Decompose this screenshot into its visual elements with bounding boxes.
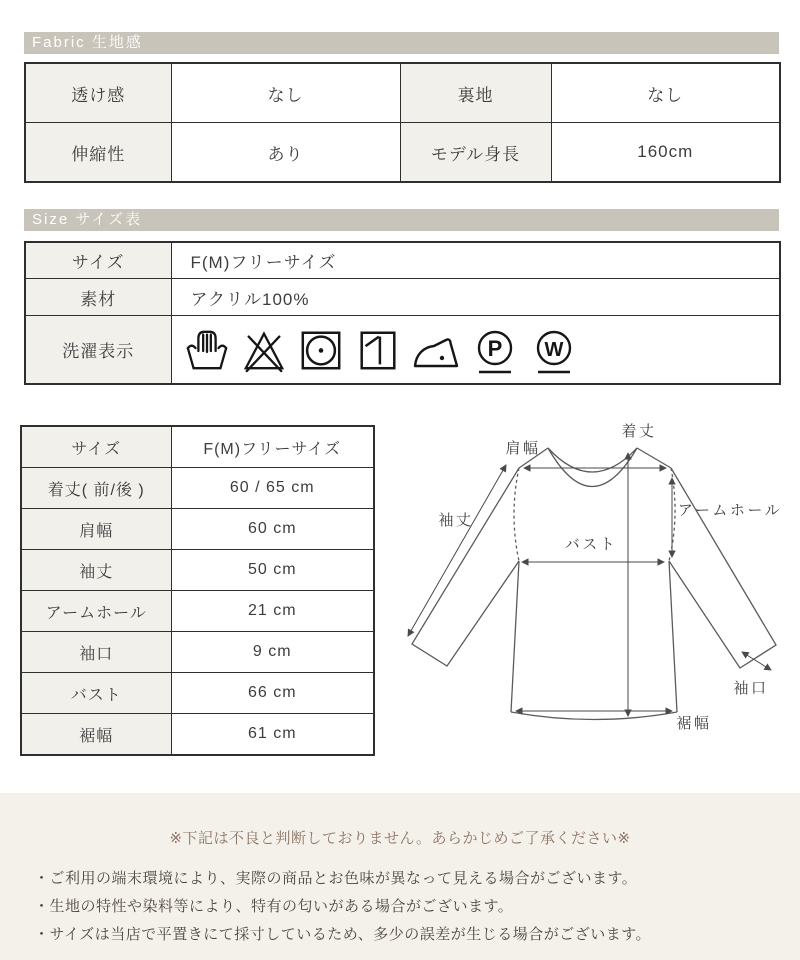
notes-title: ※下記は不良と判断しておりません。あらかじめご了承ください※	[169, 830, 631, 847]
measure-value: 50 cm	[171, 550, 374, 591]
garment-outline	[412, 448, 776, 720]
measure-label: 肩幅	[21, 509, 171, 550]
fabric-row-label: 伸縮性	[25, 123, 171, 183]
care-row-icons	[171, 316, 780, 385]
list-item: ・サイズは当店で平置きにて採寸しているため、多少の誤差が生じる場合がございます。	[34, 926, 652, 943]
table-row	[21, 591, 374, 632]
diagram-label-length: 着丈	[621, 423, 657, 440]
diagram-label-sleeve: 袖丈	[438, 512, 474, 529]
fabric-row-value: なし	[171, 63, 400, 123]
measure-value: 60 cm	[171, 509, 374, 550]
no-bleach-icon	[241, 325, 287, 375]
cuff-arrow	[742, 652, 771, 670]
size-info-value: アクリル100%	[171, 279, 780, 316]
size-info-table	[24, 241, 781, 385]
diagram-label-armhole: アームホール	[677, 502, 783, 519]
list-item: ・生地の特性や染料等により、特有の匂いがある場合がございます。	[34, 898, 514, 915]
list-item: ・ご利用の端末環境により、実際の商品とお色味が異なって見える場合がございます。	[34, 870, 638, 887]
measure-label: バスト	[21, 673, 171, 714]
measure-value: 21 cm	[171, 591, 374, 632]
measure-label: 袖口	[21, 632, 171, 673]
fabric-row-label: モデル身長	[400, 123, 551, 183]
fabric-row-value: あり	[171, 123, 400, 183]
diagram-label-bust: バスト	[564, 536, 618, 553]
dry-clean-p-icon	[471, 324, 519, 376]
measurement-arrows	[408, 453, 771, 716]
table-row	[21, 468, 374, 509]
measure-label: アームホール	[21, 591, 171, 632]
fabric-section-header: Fabric 生地感	[24, 32, 779, 54]
table-row	[25, 63, 780, 123]
fabric-row-value: 160cm	[551, 123, 780, 183]
iron-low-icon	[412, 325, 460, 375]
diagram-label-cuff: 袖口	[733, 680, 769, 697]
table-row	[21, 632, 374, 673]
size-info-label: サイズ	[25, 242, 171, 279]
size-info-value: F(M)フリーサイズ	[171, 242, 780, 279]
table-row	[21, 509, 374, 550]
measure-value: 66 cm	[171, 673, 374, 714]
table-row	[21, 550, 374, 591]
wet-clean-w-icon	[530, 324, 578, 376]
notes-list	[34, 865, 800, 949]
fabric-table	[24, 62, 781, 183]
measure-value: 60 / 65 cm	[171, 468, 374, 509]
notes-section	[0, 793, 800, 960]
table-row	[25, 316, 780, 385]
size-section-header: Size サイズ表	[24, 209, 779, 231]
table-row	[25, 279, 780, 316]
measure-value: F(M)フリーサイズ	[171, 426, 374, 468]
hand-wash-icon	[184, 325, 230, 375]
fabric-row-label: 透け感	[25, 63, 171, 123]
measure-label: 裾幅	[21, 714, 171, 756]
garment-measurement-diagram	[390, 415, 800, 755]
table-row	[21, 714, 374, 756]
sleeve-length-arrow	[408, 465, 506, 636]
measure-label: 着丈( 前/後 )	[21, 468, 171, 509]
line-dry-shade-icon	[355, 325, 401, 375]
fabric-row-value: なし	[551, 63, 780, 123]
measure-value: 9 cm	[171, 632, 374, 673]
diagram-label-hem: 裾幅	[676, 715, 712, 732]
measurement-table	[20, 425, 375, 756]
tumble-dry-low-icon	[298, 325, 344, 375]
table-row	[25, 242, 780, 279]
dry-clean-p-letter: P	[487, 335, 502, 361]
table-row	[21, 673, 374, 714]
table-row	[25, 123, 780, 183]
diagram-label-shoulder: 肩幅	[505, 440, 541, 457]
fabric-row-label: 裏地	[400, 63, 551, 123]
measure-value: 61 cm	[171, 714, 374, 756]
care-row-label: 洗濯表示	[25, 316, 171, 385]
wet-clean-w-letter: W	[544, 338, 563, 361]
table-row	[21, 426, 374, 468]
measure-label: 袖丈	[21, 550, 171, 591]
measure-label: サイズ	[21, 426, 171, 468]
size-info-label: 素材	[25, 279, 171, 316]
